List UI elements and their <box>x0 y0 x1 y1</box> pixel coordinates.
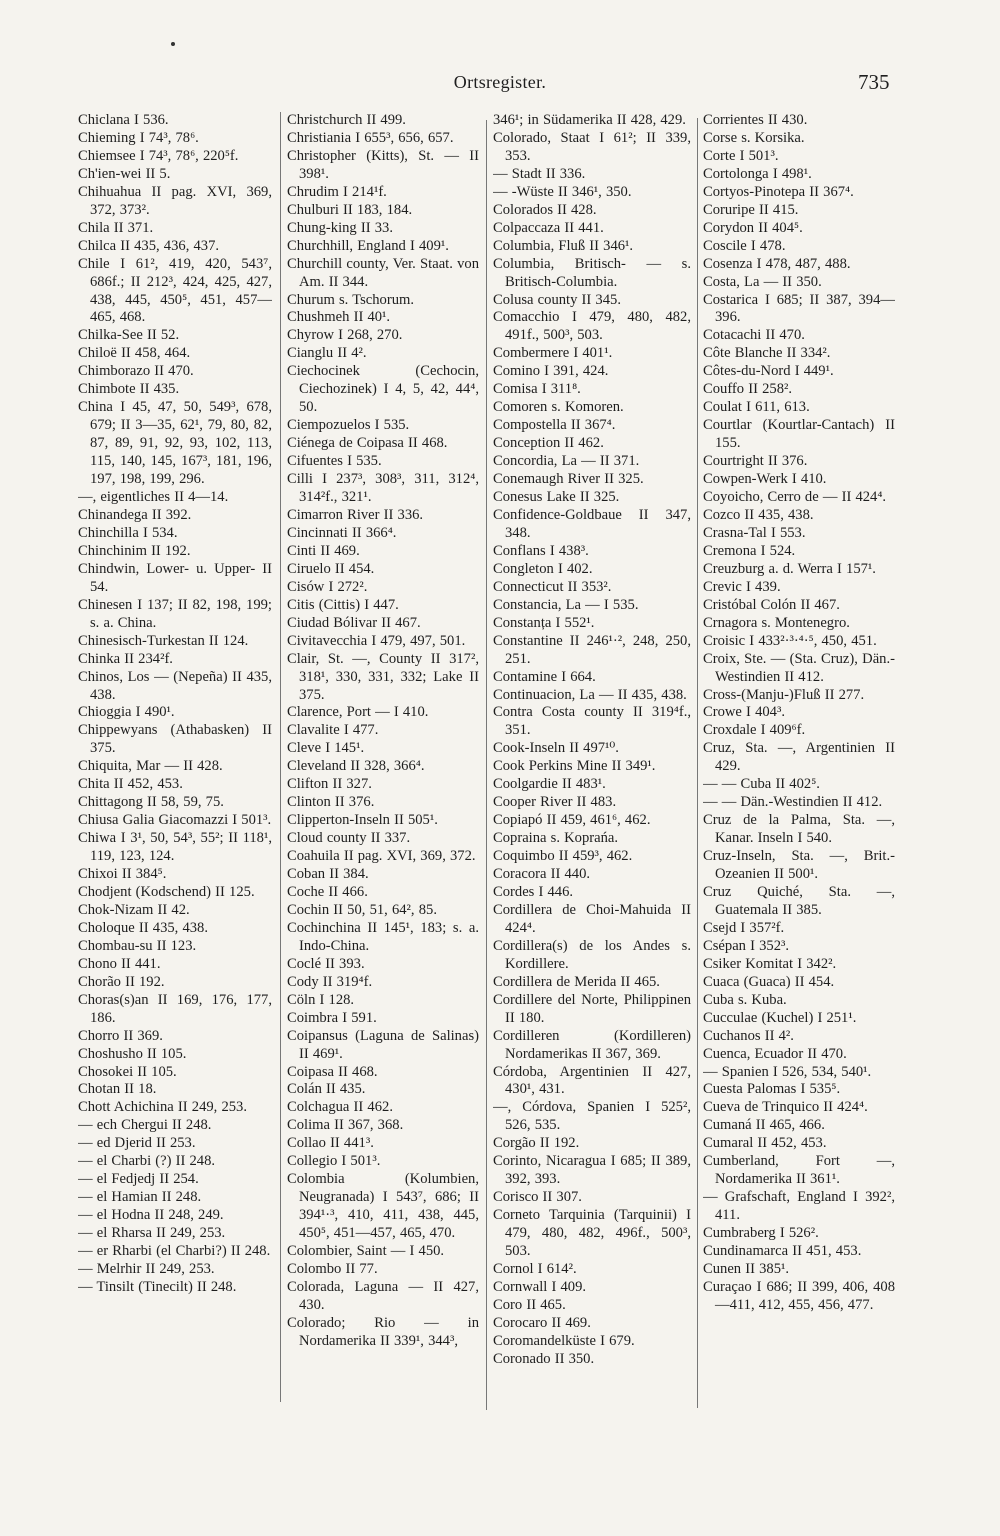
index-entry: — el Hamian II 248. <box>78 1189 202 1206</box>
index-entry: Cristóbal Colón II 467. <box>703 596 840 613</box>
index-entry: Cloud county II 337. <box>287 830 411 847</box>
index-entry: Colorados II 428. <box>493 201 597 218</box>
index-entry: Coracora II 440. <box>493 866 591 883</box>
index-entry: Constantine II 246¹·², 248, 250, 251. <box>493 632 691 667</box>
index-entry: Cortyos-Pinotepa II 367⁴. <box>703 183 854 200</box>
index-entry: Choloque II 435, 438. <box>78 919 208 936</box>
index-entry: Continuacion, La — II 435, 438. <box>493 686 687 703</box>
index-entry: Chombau-su II 123. <box>78 937 197 954</box>
index-entry: — Spanien I 526, 534, 540¹. <box>703 1063 872 1080</box>
index-entry: Corrientes II 430. <box>703 112 808 128</box>
index-entry: Coban II 384. <box>287 866 369 883</box>
index-entry: Croxdale I 409⁶f. <box>703 722 806 739</box>
index-entry: Coolgardie II 483¹. <box>493 776 606 793</box>
index-entry: Corisco II 307. <box>493 1189 582 1206</box>
index-entry: Cumbraberg I 526². <box>703 1225 819 1242</box>
index-entry: Conflans I 438³. <box>493 542 589 559</box>
index-entry: Cöln I 128. <box>287 991 355 1008</box>
ink-speck <box>171 42 175 46</box>
index-entry: Churum s. Tschorum. <box>287 291 414 308</box>
index-entry: Courtright II 376. <box>703 453 808 470</box>
index-entry: — — Cuba II 402⁵. <box>703 776 820 793</box>
index-entry: Cozco II 435, 438. <box>703 506 814 523</box>
index-entry: Christopher (Kitts), St. — II 398¹. <box>287 147 479 182</box>
index-entry: Cuenca, Ecuador II 470. <box>703 1045 847 1062</box>
index-entry: Copiapó II 459, 461⁶, 462. <box>493 812 651 829</box>
index-entry: Colima II 367, 368. <box>287 1117 404 1134</box>
index-entry: Clinton II 376. <box>287 794 375 811</box>
index-entry: Chulburi II 183, 184. <box>287 201 413 218</box>
index-column-1 <box>78 112 272 1297</box>
index-entry: Chinchilla I 534. <box>78 524 178 541</box>
index-entry: Corse s. Korsika. <box>703 129 805 146</box>
index-entry: Costa, La — II 350. <box>703 273 822 290</box>
index-entry: Chok-Nizam II 42. <box>78 901 190 918</box>
index-entry: Chosokei II 105. <box>78 1063 177 1080</box>
index-entry: Cosenza I 478, 487, 488. <box>703 255 851 272</box>
index-entry: — Stadt II 336. <box>493 165 586 182</box>
index-entry: Ciechocinek (Cechocin, Ciechozinek) I 4, 5, 42, 44⁴, 50. <box>287 363 479 416</box>
index-entry: Chippewyans (Athabasken) II 375. <box>78 722 272 757</box>
index-entry: Colombia (Kolumbien, Neugranada) I 543⁷, 686; II 394¹·³, 410, 411, 438, 445, 450⁵, 451—457, 465, 470. <box>287 1171 479 1242</box>
index-entry: Clavalite I 477. <box>287 722 379 739</box>
index-entry: Chita II 452, 453. <box>78 776 183 793</box>
index-entry: Coscile I 478. <box>703 237 786 254</box>
index-entry: Cornwall I 409. <box>493 1278 587 1295</box>
index-entry: Chihuahua II pag. XVI, 369, 372, 373². <box>78 183 272 218</box>
index-entry: Cordillere del Norte, Philippinen II 180. <box>493 991 691 1026</box>
index-entry: Cook Perkins Mine II 349¹. <box>493 758 656 775</box>
index-entry: Choshusho II 105. <box>78 1045 187 1062</box>
index-entry: Citis (Cittis) I 447. <box>287 596 399 613</box>
index-entry: Colusa county II 345. <box>493 291 621 308</box>
index-entry: Creuzburg a. d. Werra I 157¹. <box>703 560 876 577</box>
index-entry: Clair, St. —, County II 317², 318¹, 330, 331, 332; Lake II 375. <box>287 650 479 703</box>
index-entry: Crasna-Tal I 553. <box>703 524 806 541</box>
index-entry: Cotacachi II 470. <box>703 327 805 344</box>
index-entry: Cianglu II 4². <box>287 345 367 362</box>
index-entry: — Tinsilt (Tinecilt) II 248. <box>78 1278 237 1295</box>
running-header: Ortsregister. <box>453 72 547 92</box>
index-entry: Cuaca (Guaca) II 454. <box>703 973 835 990</box>
index-entry: Clifton II 327. <box>287 776 372 793</box>
index-entry: Cueva de Trinquico II 424⁴. <box>703 1099 868 1116</box>
index-entry: Cruz-Inseln, Sta. —, Brit.-Ozeanien II 500¹. <box>703 848 895 883</box>
index-entry: Coronado II 350. <box>493 1350 595 1367</box>
index-entry: Cornol I 614². <box>493 1261 577 1277</box>
index-entry: Chioggia I 490¹. <box>78 704 175 721</box>
index-entry: Cleveland II 328, 366⁴. <box>287 758 425 775</box>
index-entry: Coimbra I 591. <box>287 1009 377 1026</box>
column-rule <box>486 120 487 1410</box>
index-entry: Chorão II 192. <box>78 973 165 990</box>
index-entry: Christiania I 655³, 656, 657. <box>287 129 454 146</box>
index-entry: Crowe I 404³. <box>703 704 785 721</box>
index-entry: Côte Blanche II 334². <box>703 345 831 362</box>
index-entry: Compostella II 367⁴. <box>493 417 616 434</box>
index-entry: Córdoba, Argentinien II 427, 430¹, 431. <box>493 1063 691 1098</box>
index-entry: Crnagora s. Montenegro. <box>703 614 850 631</box>
index-entry: Copraina s. Koprańa. <box>493 830 619 847</box>
index-entry: Colombo II 77. <box>287 1261 378 1277</box>
index-entry: Chinesisch-Turkestan II 124. <box>78 632 249 649</box>
index-entry: Colán II 435. <box>287 1081 366 1098</box>
index-entry: Chiusa Galia Giacomazzi I 501³. <box>78 812 272 829</box>
index-column-4 <box>703 112 895 1315</box>
index-entry: Clarence, Port — I 410. <box>287 704 429 721</box>
index-entry: Chushmeh II 40¹. <box>287 309 391 326</box>
index-entry: Chiclana I 536. <box>78 112 169 128</box>
index-entry: Chinchinim II 192. <box>78 542 191 559</box>
index-entry: Chono II 441. <box>78 955 161 972</box>
index-entry: Chinandega II 392. <box>78 506 192 523</box>
index-entry: Combermere I 401¹. <box>493 345 613 362</box>
index-entry: Coche II 466. <box>287 883 368 900</box>
index-entry: Chodjent (Kodschend) II 125. <box>78 883 255 900</box>
column-rule <box>280 112 281 1402</box>
index-entry: Croisic I 433²·³·⁴·⁵, 450, 451. <box>703 632 877 649</box>
index-entry: Colombier, Saint — I 450. <box>287 1243 445 1260</box>
index-entry: Coro II 465. <box>493 1296 566 1313</box>
index-entry: Chiemsee I 74³, 78⁶, 220⁵f. <box>78 147 239 164</box>
index-column-2 <box>287 112 479 1351</box>
index-entry: Courtlar (Kourtlar-Cantach) II 155. <box>703 417 895 452</box>
index-entry: Crevic I 439. <box>703 578 781 595</box>
index-entry: Comoren s. Komoren. <box>493 399 624 416</box>
index-entry: —, Córdova, Spanien I 525², 526, 535. <box>493 1099 691 1134</box>
index-entry: Chindwin, Lower- u. Upper- II 54. <box>78 560 272 595</box>
index-entry: Coulat I 611, 613. <box>703 399 810 416</box>
index-entry: Cuesta Palomas I 535⁵. <box>703 1081 841 1098</box>
index-entry: — ed Djerid II 253. <box>78 1135 196 1152</box>
index-entry: — — Dän.-Westindien II 412. <box>703 794 883 811</box>
index-entry: Cordilleren (Kordilleren) Nordamerikas II 367, 369. <box>493 1027 691 1062</box>
index-entry: — -Wüste II 346¹, 350. <box>493 183 632 200</box>
index-entry: Chimborazo II 470. <box>78 363 194 380</box>
index-entry: Cruz Quiché, Sta. —, Guatemala II 385. <box>703 883 895 918</box>
index-entry: Churchhill, England I 409¹. <box>287 237 449 254</box>
index-entry: Comino I 391, 424. <box>493 363 609 380</box>
index-entry: Cremona I 524. <box>703 542 796 559</box>
index-entry: — Melrhir II 249, 253. <box>78 1261 215 1277</box>
index-entry: Cimarron River II 336. <box>287 506 424 523</box>
index-entry: Cunen II 385¹. <box>703 1261 790 1277</box>
index-entry: Cochin II 50, 51, 64², 85. <box>287 901 437 918</box>
index-entry: Cumberland, Fort —, Nordamerika II 361¹. <box>703 1153 895 1188</box>
index-entry: Cross-(Manju-)Fluß II 277. <box>703 686 865 703</box>
index-entry: Croix, Ste. — (Sta. Cruz), Dän.-Westindien II 412. <box>703 650 895 685</box>
index-entry: Coahuila II pag. XVI, 369, 372. <box>287 848 476 865</box>
index-entry: Clipperton-Inseln II 505¹. <box>287 812 438 829</box>
index-entry: Collegio I 501³. <box>287 1153 381 1170</box>
index-entry: Chinka II 234²f. <box>78 650 173 667</box>
index-entry: Cinti II 469. <box>287 542 360 559</box>
index-entry: Curaçao I 686; II 399, 406, 408—411, 412, 455, 456, 477. <box>703 1278 895 1313</box>
index-entry: Constancia, La — I 535. <box>493 596 639 613</box>
index-entry: Cooper River II 483. <box>493 794 617 811</box>
index-entry: Chixoi II 384⁵. <box>78 866 167 883</box>
index-entry: Corinto, Nicaragua I 685; II 389, 392, 393. <box>493 1153 691 1188</box>
index-entry: Corocaro II 469. <box>493 1314 591 1331</box>
index-entry: Cruz, Sta. —, Argentinien II 429. <box>703 740 895 775</box>
index-entry: China I 45, 47, 50, 549³, 678, 679; II 3—35, 62¹, 79, 80, 82, 87, 89, 91, 92, 93, 102, 113, 115, 140, 145, 167³, 181, 196, 197, 198, 199, 296. <box>78 399 272 488</box>
index-entry: Concordia, La — II 371. <box>493 453 640 470</box>
index-entry: Colorada, Laguna — II 427, 430. <box>287 1278 479 1313</box>
index-entry: — er Rharbi (el Charbi?) II 248. <box>78 1243 271 1260</box>
index-entry: — el Hodna II 248, 249. <box>78 1207 224 1224</box>
index-entry: Côtes-du-Nord I 449¹. <box>703 363 834 380</box>
index-entry: Christchurch II 499. <box>287 112 406 128</box>
index-entry: Cilli I 237³, 308³, 311, 312⁴, 314²f., 321¹. <box>287 471 479 506</box>
index-entry: Chrudim I 214¹f. <box>287 183 387 200</box>
index-entry: Chott Achichina II 249, 253. <box>78 1099 247 1116</box>
index-entry: Contamine I 664. <box>493 668 596 685</box>
index-entry: Chinos, Los — (Nepeña) II 435, 438. <box>78 668 272 703</box>
index-entry: Chimbote II 435. <box>78 381 180 398</box>
index-entry: Corydon II 404⁵. <box>703 219 803 236</box>
index-entry: Corneto Tarquinia (Tarquinii) I 479, 480, 482, 496f., 500³, 503. <box>493 1207 691 1260</box>
index-entry: Coquimbo II 459³, 462. <box>493 848 633 865</box>
index-entry: Cruz de la Palma, Sta. —, Kanar. Inseln I 540. <box>703 812 895 847</box>
index-entry: Cuba s. Kuba. <box>703 991 787 1008</box>
index-column-3 <box>493 112 691 1369</box>
index-entry: Colorado; Rio — in Nordamerika II 339¹, 344³, <box>287 1314 479 1349</box>
index-entry: Chieming I 74³, 78⁶. <box>78 129 199 146</box>
index-entry: Coruripe II 415. <box>703 201 799 218</box>
index-entry: Comacchio I 479, 480, 482, 491f., 500³, 503. <box>493 309 691 344</box>
index-entry: Contra Costa county II 319⁴f., 351. <box>493 704 691 739</box>
index-entry: Civitavecchia I 479, 497, 501. <box>287 632 466 649</box>
index-entry: Churchill county, Ver. Staat. von Am. II 344. <box>287 255 479 290</box>
index-entry: — el Rharsa II 249, 253. <box>78 1225 226 1242</box>
index-entry: Coyoicho, Cerro de — II 424⁴. <box>703 489 887 506</box>
index-entry: Cisów I 272². <box>287 578 368 595</box>
index-entry: Columbia, Britisch- — s. Britisch-Columbia. <box>493 255 691 290</box>
index-entry: — ech Chergui II 248. <box>78 1117 212 1134</box>
index-entry: Csejd I 357²f. <box>703 919 785 936</box>
index-entry: Colorado, Staat I 61²; II 339, 353. <box>493 129 691 164</box>
column-rule <box>697 118 698 1408</box>
index-entry: Conception II 462. <box>493 435 604 452</box>
index-entry: Cumaral II 452, 453. <box>703 1135 827 1152</box>
index-entry: Cochinchina II 145¹, 183; s. a. Indo-China. <box>287 919 479 954</box>
index-entry: Chyrow I 268, 270. <box>287 327 403 344</box>
index-entry: Confidence-Goldbaue II 347, 348. <box>493 506 691 541</box>
index-entry: Ciruelo II 454. <box>287 560 375 577</box>
index-entry: 346¹; in Südamerika II 428, 429. <box>493 112 686 128</box>
index-entry: Couffo II 258². <box>703 381 793 398</box>
index-entry: Collao II 441³. <box>287 1135 374 1152</box>
index-entry: Cucculae (Kuchel) I 251¹. <box>703 1009 857 1026</box>
index-entry: Cifuentes I 535. <box>287 453 382 470</box>
index-entry: Chiwa I 3¹, 50, 54³, 55²; II 118¹, 119, 123, 124. <box>78 830 272 865</box>
index-entry: Ciudad Bólivar II 467. <box>287 614 421 631</box>
index-entry: Ciempozuelos I 535. <box>287 417 410 434</box>
index-entry: Columbia, Fluß II 346¹. <box>493 237 634 254</box>
index-entry: Cordillera de Merida II 465. <box>493 973 660 990</box>
index-entry: Chiloë II 458, 464. <box>78 345 191 362</box>
index-entry: Chinesen I 137; II 82, 198, 199; s. a. China. <box>78 596 272 631</box>
index-entry: Cook-Inseln II 497¹⁰. <box>493 740 619 757</box>
index-entry: Csiker Komitat I 342². <box>703 955 837 972</box>
index-entry: Chittagong II 58, 59, 75. <box>78 794 224 811</box>
index-entry: Cortolonga I 498¹. <box>703 165 812 182</box>
index-entry: Chila II 371. <box>78 219 154 236</box>
index-entry: Cundinamarca II 451, 453. <box>703 1243 862 1260</box>
index-entry: Csépan I 352³. <box>703 937 790 954</box>
index-entry: Corgão II 192. <box>493 1135 580 1152</box>
index-entry: Corte I 501³. <box>703 147 779 164</box>
index-entry: Conesus Lake II 325. <box>493 489 620 506</box>
index-entry: Cody II 319⁴f. <box>287 973 373 990</box>
index-entry: Cuchanos II 4². <box>703 1027 794 1044</box>
index-entry: Chiquita, Mar — II 428. <box>78 758 223 775</box>
index-entry: Ch'ien-wei II 5. <box>78 165 171 182</box>
index-entry: Comisa I 311⁸. <box>493 381 581 398</box>
page-number: 735 <box>858 70 890 94</box>
index-entry: — el Fedjedj II 254. <box>78 1171 199 1188</box>
index-entry: Cumaná II 465, 466. <box>703 1117 825 1134</box>
index-entry: —, eigentliches II 4—14. <box>78 489 229 506</box>
index-entry: Chilca II 435, 436, 437. <box>78 237 220 254</box>
index-entry: Coclé II 393. <box>287 955 365 972</box>
index-entry: Chotan II 18. <box>78 1081 157 1098</box>
index-entry: Connecticut II 353². <box>493 578 612 595</box>
index-entry: — Grafschaft, England I 392², 411. <box>703 1189 895 1224</box>
index-entry: Choras(s)an II 169, 176, 177, 186. <box>78 991 272 1026</box>
index-entry: Coipansus (Laguna de Salinas) II 469¹. <box>287 1027 479 1062</box>
index-entry: Ciénega de Coipasa II 468. <box>287 435 448 452</box>
index-entry: Chilka-See II 52. <box>78 327 180 344</box>
index-entry: Colchagua II 462. <box>287 1099 393 1116</box>
index-entry: Cincinnati II 366⁴. <box>287 524 397 541</box>
index-entry: Chung-king II 33. <box>287 219 393 236</box>
index-entry: Chile I 61², 419, 420, 543⁷, 686f.; II 212³, 424, 425, 427, 438, 445, 450⁵, 451, 457—465, 468. <box>78 255 272 326</box>
index-entry: — el Charbi (?) II 248. <box>78 1153 216 1170</box>
index-entry: Conemaugh River II 325. <box>493 471 644 488</box>
index-entry: Cordillera de Choi-Mahuida II 424⁴. <box>493 901 691 936</box>
index-entry: Congleton I 402. <box>493 560 593 577</box>
index-entry: Chorro II 369. <box>78 1027 163 1044</box>
index-entry: Constanța I 552¹. <box>493 614 595 631</box>
index-entry: Cordillera(s) de los Andes s. Kordillere. <box>493 937 691 972</box>
index-entry: Costarica I 685; II 387, 394—396. <box>703 291 895 326</box>
index-entry: Coromandelküste I 679. <box>493 1332 635 1349</box>
index-entry: Cordes I 446. <box>493 883 574 900</box>
index-entry: Cowpen-Werk I 410. <box>703 471 827 488</box>
index-entry: Coipasa II 468. <box>287 1063 378 1080</box>
index-entry: Colpaccaza II 441. <box>493 219 604 236</box>
index-entry: Cleve I 145¹. <box>287 740 365 757</box>
